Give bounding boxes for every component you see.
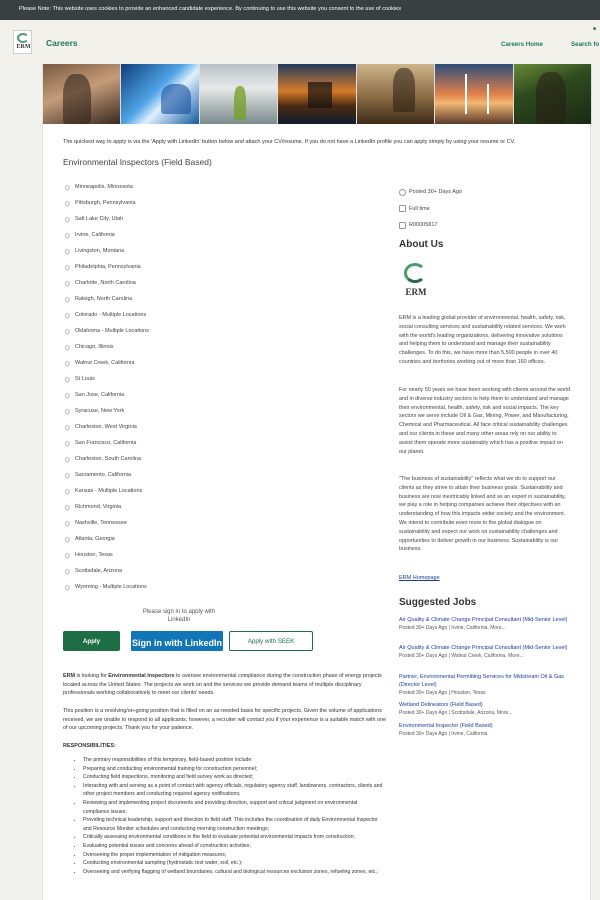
brand-title[interactable]: Careers [46,38,78,48]
location-item [63,440,263,456]
location-item [63,200,263,216]
location-item [63,536,263,552]
location-item [63,424,263,440]
location-label: Oklahoma - Multiple Locations [75,328,149,334]
location-pin-icon [64,552,71,559]
logo-text: ERM [16,44,31,50]
location-item [63,504,263,520]
location-label: San Jose, California [75,392,125,398]
requisition-id: R00005817 [409,222,438,228]
company-name: ERM [63,673,75,679]
location-pin-icon [64,504,71,511]
responsibility-item: • Critically assessing environmental conditions in the field to evaluate potential environmental impacts from construction; [83,833,383,842]
location-label: St Louis [75,376,95,382]
apply-button[interactable]: Apply [63,631,120,651]
location-pin-icon [64,232,71,239]
logo-swirl-icon [17,33,29,43]
location-pin-icon [64,456,71,463]
location-pin-icon [64,392,71,399]
job-type: Full time [409,205,430,212]
req-id-row [399,217,579,233]
responsibility-item: • Interacting with and serving as a point of contact with agency officials, regulatory agency staff, landowners, contractors, clients and other project members and conducting required agency notifications; [83,782,383,799]
suggested-job-link[interactable]: Environmental Inspector (Field Based) [399,723,493,729]
banner-photo-woman [43,64,121,124]
location-item [63,584,263,600]
about-erm-logo [399,261,433,301]
location-pin-icon [64,312,71,319]
location-label: Atlanta, Georgia [75,536,115,542]
erm-homepage-link[interactable]: ERM Homepage [399,575,440,581]
job-detail-panel [42,64,591,900]
suggested-job-meta: Posted 30+ Days Ago | Houston, Texas [399,690,486,696]
about-paragraph-3: "The business of sustainability" reflects what we do to support our clients as they strive to attain their business goals. Sustainability and business are now inextricably linked and as an expert in sustainability, we play a role in helping companies achieve their objectives with an understanding of how this impacts wider society and the environment. We intend to contribute even more to the global dialogue on sustainability and expect our work on sustainability challenges and opportunities to deliver growth in our business. Sustainability is our business. [399,476,566,553]
job-title: Environmental Inspectors (Field Based) [63,157,212,167]
location-label: Charlotte, North Carolina [75,280,136,286]
responsibilities-heading: RESPONSIBILITIES: [63,743,116,749]
location-item [63,552,263,568]
location-pin-icon [64,488,71,495]
location-item [63,328,263,344]
apply-with-seek-button[interactable]: Apply with SEEK [229,631,313,651]
description-text: to oversee environmental compliance during the construction phase of energy projects located across the United States. The projects we work on and the services we provide demand teams of multiple disciplinary professionals working collaboratively to meet our clients' needs. [63,673,382,697]
site-header [0,20,600,64]
location-item [63,488,263,504]
location-item [63,472,263,488]
suggested-job-meta: Posted 30+ Days Ago | Irvine, California, More... [399,625,506,631]
location-label: Charleston, South Carolina [75,456,142,462]
responsibility-item: • The primary responsibilities of this temporary, field-based position include: [83,756,383,765]
user-icon[interactable]: ☻ [592,26,598,32]
location-pin-icon [64,536,71,543]
suggested-job [399,616,571,632]
suggested-job [399,722,571,738]
location-item [63,296,263,312]
location-pin-icon [64,440,71,447]
suggested-job-link[interactable]: Air Quality & Climate Change Principal Consultant (Mid-Senior Level) [399,645,568,651]
clock-icon [399,189,406,196]
location-item [63,456,263,472]
location-pin-icon [64,472,71,479]
location-pin-icon [64,568,71,575]
location-item [63,520,263,536]
location-item [63,344,263,360]
banner-photo-field-worker [357,64,435,124]
logo-swirl-icon [404,263,426,283]
location-item [63,568,263,584]
about-logo-text: ERM [405,287,427,297]
responsibility-item: • Reviewing and implementing project documents and providing direction, support and critical judgment on environmental compliance issues; [83,799,383,816]
cookie-notice: Please Note: This website uses cookies to provide an enhanced candidate experience. By continuing to use this website you consent to the use of cookies [0,0,600,20]
location-label: Syracuse, New York [75,408,125,414]
location-pin-icon [64,328,71,335]
location-item [63,248,263,264]
job-type-row [399,201,579,217]
suggested-jobs-heading: Suggested Jobs [399,597,477,608]
location-pin-icon [64,280,71,287]
responsibility-item: • Preparing and conducting environmental training for construction personnel; [83,765,383,774]
suggested-job-meta: Posted 30+ Days Ago | Walnut Creek, California, More... [399,653,524,659]
location-pin-icon [64,264,71,271]
location-pin-icon [64,408,71,415]
suggested-job-link[interactable]: Air Quality & Climate Change Principal Consultant (Mid-Senior Level) [399,617,568,623]
location-label: Pittsburgh, Pennsylvania [75,200,136,206]
location-label: Scottsdale, Arizona [75,568,123,574]
document-icon [399,205,406,212]
location-list [63,184,263,600]
location-label: Richmond, Virginia [75,504,122,510]
location-label: Philadelphia, Pennsylvania [75,264,141,270]
location-label: Wyoming - Multiple Locations [75,584,147,590]
location-pin-icon [64,584,71,591]
about-heading: About Us [399,239,444,250]
responsibility-item: • Conducting field inspections, monitoring and field survey work as directed; [83,773,383,782]
location-item [63,264,263,280]
location-label: Charleston, West Virginia [75,424,137,430]
location-label: Sacramento, California [75,472,131,478]
location-label: Minneapolis, Minnesota [75,184,133,190]
location-pin-icon [64,248,71,255]
nav-careers-home[interactable]: Careers Home [501,41,543,48]
location-pin-icon [64,200,71,207]
banner-photo-wind-turbines [435,64,513,124]
responsibility-item: • Providing technical leadership, support and direction to field staff. This includes the coordination of daily Environmental Inspector and Resource Monitor schedules and conducting morning construction meetings; [83,816,383,833]
location-item [63,216,263,232]
suggested-job [399,644,571,660]
about-paragraph-1: ERM is a leading global provider of environmental, health, safety, risk, social consulting services and sustainability related services. We work with the world's leading organizations, delivering innovative solutions and helping them to understand and manage their sustainability challenges. To do this, we have more than 5,500 people in over 40 countries and territories working out of more than 160 offices. [399,315,566,365]
linkedin-signin-button[interactable]: Sign in with LinkedIn [131,631,223,651]
location-pin-icon [64,216,71,223]
suggested-job-meta: Posted 30+ Days Ago | Scottsdale, Arizona, More... [399,710,513,716]
suggested-job [399,673,571,697]
role-name: Environmental Inspectors [108,673,175,679]
location-item [63,376,263,392]
id-card-icon [399,222,406,229]
responsibility-item: • Evaluating potential issues and concerns ahead of construction activities; [83,842,383,851]
location-label: Colorado - Multiple Locations [75,312,147,318]
location-label: Livingston, Montana [75,248,125,254]
location-pin-icon [64,296,71,303]
banner-photo-strip [43,64,592,124]
suggested-job-link[interactable]: Partner, Environmental Permitting Services for Midstream Oil & Gas (Director Level) [399,674,565,688]
location-label: Houston, Texas [75,552,113,558]
location-label: Irvine, California [75,232,115,238]
location-label: Kansas - Multiple Locations [75,488,143,494]
location-item [63,360,263,376]
banner-photo-man [514,64,592,124]
location-label: Raleigh, North Carolina [75,296,133,302]
job-meta [399,184,579,234]
description-paragraph-1 [63,672,389,698]
location-pin-icon [64,184,71,191]
apply-instructions: The quickest way to apply is via the 'Apply with LinkedIn' button below and attach your CV/resume. If you do not have a LinkedIn profile you can apply simply by using your resume or CV. [63,139,516,145]
location-pin-icon [64,424,71,431]
linkedin-signin-label: Please sign in to apply with LinkedIn [142,609,216,623]
erm-logo[interactable] [13,30,32,54]
banner-photo-oil-rig [278,64,356,124]
posted-date: Posted 30+ Days Ago [409,189,463,195]
location-item [63,280,263,296]
location-pin-icon [64,360,71,367]
responsibility-item: • Overseeing the proper implementation of mitigation measures; [83,851,383,860]
responsibilities-list [83,756,383,876]
location-item [63,184,263,200]
suggested-job-meta: Posted 30+ Days Ago | Irvine, California [399,731,488,737]
location-item [63,312,263,328]
about-paragraph-2: For nearly 50 years we have been working with clients around the world and in diverse industry sectors to help them to understand and manage their environmental, health, safety, risk and social impacts. The key sectors we serve include Oil & Gas, Mining, Power, and Manufacturing, Chemical and Pharmaceutical. All face critical sustainability challenges and our clients in these and many other areas rely on our ability to assist them operate more sustainably which has a positive impact on our planet. [399,387,571,455]
description-text: is looking for [74,673,109,679]
location-item [63,392,263,408]
location-label: San Francisco, California [75,440,137,446]
location-label: Nashville, Tennessee [75,520,127,526]
banner-photo-snow [200,64,278,124]
suggested-job [399,701,571,717]
location-item [63,408,263,424]
nav-search[interactable]: Search fo [571,41,600,48]
banner-photo-lab [121,64,199,124]
location-pin-icon [64,344,71,351]
description-paragraph-2: This position is a revolving/on-going position that is filled on an as-needed basis for specific projects. Given the volume of applications received, we are unable to respond to all applicants, however, a recruiter will contact you if your experience is a suitable match with one of our upcoming projects. Thank you for your patience. [63,708,387,732]
location-pin-icon [64,376,71,383]
responsibility-item: • Overseeing and verifying flagging of wetland boundaries, cultural and biological resources exclusion zones, refueling zones, etc.; [83,868,383,877]
location-item [63,232,263,248]
location-label: Salt Lake City, Utah [75,216,124,222]
location-label: Chicago, Illinois [75,344,114,350]
location-pin-icon [64,520,71,527]
location-label: Walnut Creek, California [75,360,135,366]
suggested-job-link[interactable]: Wetland Delineators (Field Based) [399,702,483,708]
responsibility-item: • Conducting environmental sampling (hydrostatic test water, soil, etc.); [83,859,383,868]
posted-row [399,184,579,200]
